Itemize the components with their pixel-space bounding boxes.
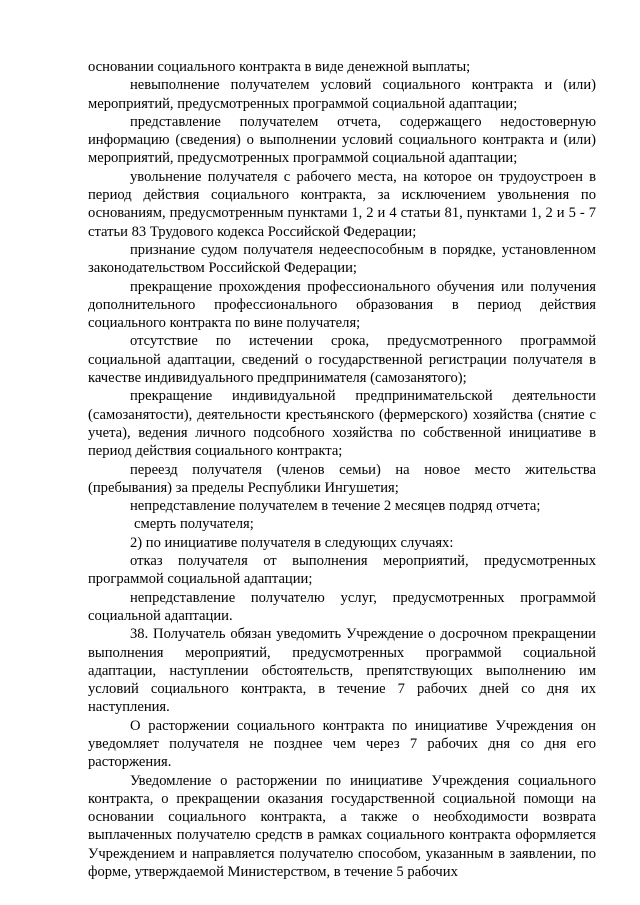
paragraph-no-registration: отсутствие по истечении срока, предусмотренного программой социальной адаптации, сведений о государственной регистрации получателя в качестве индивидуального предпринимателя (самозанятого);	[88, 333, 596, 387]
paragraph-relocation: переезд получателя (членов семьи) на новое место жительства (пребывания) за пределы Республики Ингушетия;	[88, 461, 596, 496]
paragraph-death: смерть получателя;	[134, 516, 254, 533]
paragraph-recipient-initiative: 2) по инициативе получателя в следующих случаях:	[130, 534, 454, 551]
paragraph-training-stopped: прекращение прохождения профессионального обучения или получения дополнительного профессионального образования в период действия социального контракта по вине получателя;	[88, 278, 596, 332]
paragraph-notification-form: Уведомление о расторжении по инициативе Учреждения социального контракта, о прекращении оказания государственной социальной помощи на основании социального контракта, а также о необходимости возврата выплаченных получателю средств в рамках социального контракта оформляется Учреждением и направляется получателю способом, указанным в заявлении, по форме, утверждаемой Министерством, в течение 5 рабочих	[88, 772, 596, 881]
paragraph-business-stopped: прекращение индивидуальной предпринимательской деятельности (самозанятости), деятельности крестьянского (фермерского) хозяйства (снятие с учета), ведения личного подсобного хозяйства по собственной инициативе в период действия социального контракта;	[88, 388, 596, 460]
paragraph-dismissal: увольнение получателя с рабочего места, на которое он трудоустроен в период действия социального контракта, за исключением увольнения по основаниям, предусмотренным пунктами 1, 2 и 4 статьи 81, пунктами 1, 2 и 5 - 7 статьи 83 Трудового кодекса Российской Федерации;	[88, 168, 596, 240]
paragraph-no-report: непредставление получателем в течение 2 месяцев подряд отчета;	[130, 498, 541, 515]
paragraph-incapacity: признание судом получателя недееспособным в порядке, установленном законодательством Российской Федерации;	[88, 241, 596, 277]
paragraph-termination-notice: О расторжении социального контракта по инициативе Учреждения он уведомляет получателя не позднее чем через 7 рабочих дня со дня его расторжения.	[88, 717, 596, 771]
paragraph-false-report: представление получателем отчета, содержащего недостоверную информацию (сведения) о выполнении условий социального контракта и (или) мероприятий, предусмотренных программой социальной адаптации;	[88, 113, 596, 167]
document-page	[88, 58, 596, 881]
paragraph-no-services: непредставление получателю услуг, предусмотренных программой социальной адаптации.	[88, 589, 596, 624]
paragraph-continuation: основании социального контракта в виде денежной выплаты;	[88, 59, 471, 75]
paragraph-item-38: 38. Получатель обязан уведомить Учреждение о досрочном прекращении выполнения мероприятий, предусмотренных программой социальной адаптации, наступлении обстоятельств, препятствующих выполнению им условий социального контракта, в течение 7 рабочих дней со дня их наступления.	[88, 626, 596, 716]
paragraph-noncompliance: невыполнение получателем условий социального контракта и (или) мероприятий, предусмотренных программой социальной адаптации;	[88, 77, 596, 112]
paragraph-refusal: отказ получателя от выполнения мероприятий, предусмотренных программой социальной адаптации;	[88, 553, 596, 588]
